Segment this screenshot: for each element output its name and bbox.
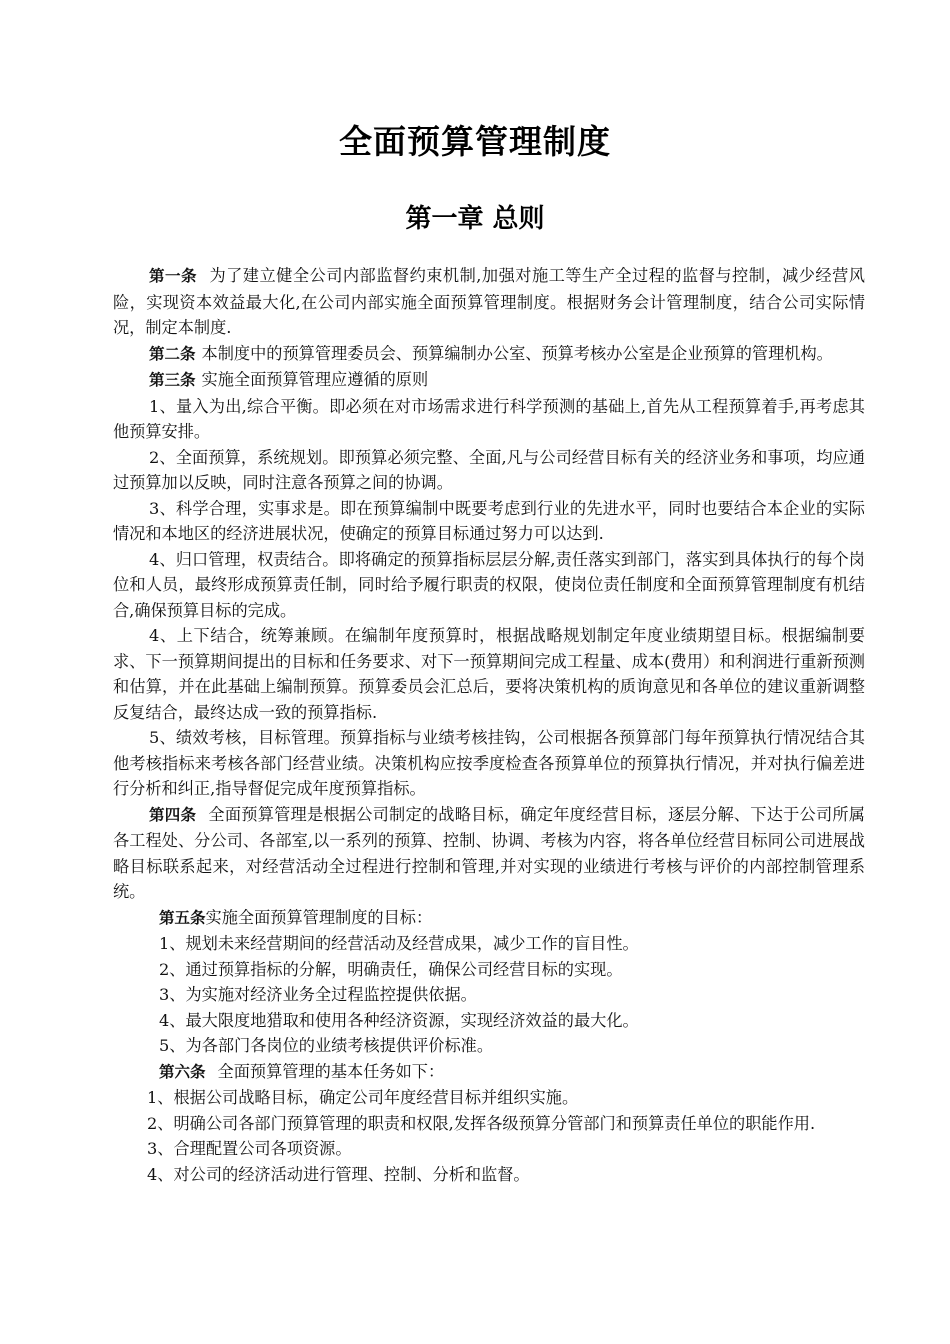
chapter-title: 第一章 总则 — [405, 204, 545, 234]
list-item: 3、为实施对经济业务全过程监控提供依据。 — [159, 985, 477, 1004]
list-item: 4、对公司的经济活动进行管理、控制、分析和监督。 — [147, 1164, 530, 1184]
article-3 — [113, 367, 865, 394]
article-1 — [113, 263, 865, 341]
list-item: 3、科学合理，实事求是。即在预算编制中既要考虑到行业的先进水平，同时也要结合本企业的实际情况和本地区的经济进展状况，使确定的预算目标通过努力可以达到. — [113, 498, 865, 543]
list-item: 5、为各部门各岗位的业绩考核提供评价标准。 — [159, 1036, 494, 1055]
article-text: 实施全面预算管理应遵循的原则 — [201, 370, 429, 389]
article-text: 实施全面预算管理制度的目标： — [205, 907, 433, 927]
article-label: 第二条 — [149, 344, 196, 363]
article-4 — [113, 802, 865, 905]
list-item: 1、量入为出,综合平衡。即必须在对市场需求进行科学预测的基础上,首先从工程预算着手,再考虑其他预算安排。 — [113, 396, 865, 441]
article-label: 第四条 — [149, 805, 197, 824]
article-text: 为了建立健全公司内部监督约束机制,加强对施工等生产全过程的监督与控制，减少经营风险，实现资本效益最大化,在公司内部实施全面预算管理制度。根据财务会计管理制度，结合公司实际情况，制定本制度. — [113, 266, 865, 337]
list-item: 3、合理配置公司各项资源。 — [147, 1139, 352, 1158]
list-item: 1、规划未来经营期间的经营活动及经营成果，减少工作的盲目性。 — [159, 934, 639, 953]
article-label: 第六条 — [159, 1062, 206, 1081]
article-6 — [113, 1059, 865, 1086]
article-5 — [113, 905, 865, 932]
list-item: 5、绩效考核，目标管理。预算指标与业绩考核挂钩，公司根据各预算部门每年预算执行情况结合其他考核指标来考核各部门经营业绩。决策机构应按季度检查各预算单位的预算执行情况，并对执行偏差进行分析和纠正,指导督促完成年度预算指标。 — [113, 728, 865, 798]
document-title: 全面预算管理制度 — [339, 122, 611, 161]
article-text: 全面预算管理的基本任务如下： — [217, 1061, 445, 1081]
list-item: 2、通过预算指标的分解，明确责任，确保公司经营目标的实现。 — [159, 959, 623, 979]
article-2 — [113, 341, 865, 368]
list-item: 4、归口管理，权责结合。即将确定的预算指标层层分解,责任落实到部门，落实到具体执行的每个岗位和人员，最终形成预算责任制，同时给予履行职责的权限，使岗位责任制度和全面预算管理制度有机结合,确保预算目标的完成。 — [113, 549, 865, 620]
list-item: 1、根据公司战略目标，确定公司年度经营目标并组织实施。 — [147, 1088, 579, 1107]
list-item: 4、最大限度地猎取和使用各种经济资源，实现经济效益的最大化。 — [159, 1010, 639, 1030]
list-item: 2、明确公司各部门预算管理的职责和权限,发挥各级预算分管部门和预算责任单位的职能作用. — [147, 1113, 816, 1133]
list-item: 2、全面预算，系统规划。即预算必须完整、全面,凡与公司经营目标有关的经济业务和事项，均应通过预算加以反映，同时注意各预算之间的协调。 — [113, 447, 865, 492]
article-text: 本制度中的预算管理委员会、预算编制办公室、预算考核办公室是企业预算的管理机构。 — [201, 343, 833, 363]
article-label: 第一条 — [149, 267, 197, 285]
document-body — [113, 263, 865, 1187]
article-text: 全面预算管理是根据公司制定的战略目标，确定年度经营目标，逐层分解、下达于公司所属各工程处、分公司、各部室,以一系列的预算、控制、协调、考核为内容，将各单位经营目标同公司进展战略目标联系起来，对经营活动全过程进行控制和管理,并对实现的业绩进行考核与评价的内部控制管理系统。 — [113, 804, 865, 901]
article-label: 第三条 — [149, 371, 196, 389]
article-label: 第五条 — [159, 908, 206, 927]
list-item: 4、上下结合，统筹兼顾。在编制年度预算时，根据战略规划制定年度业绩期望目标。根据编制要求、下一预算期间提出的目标和任务要求、对下一预算期间完成工程量、成本(费用）和利润进行重新预测和估算，并在此基础上编制预算。预算委员会汇总后，要将决策机构的质询意见和各单位的建议重新调整反复结合，最终达成一致的预算指标. — [113, 626, 865, 722]
